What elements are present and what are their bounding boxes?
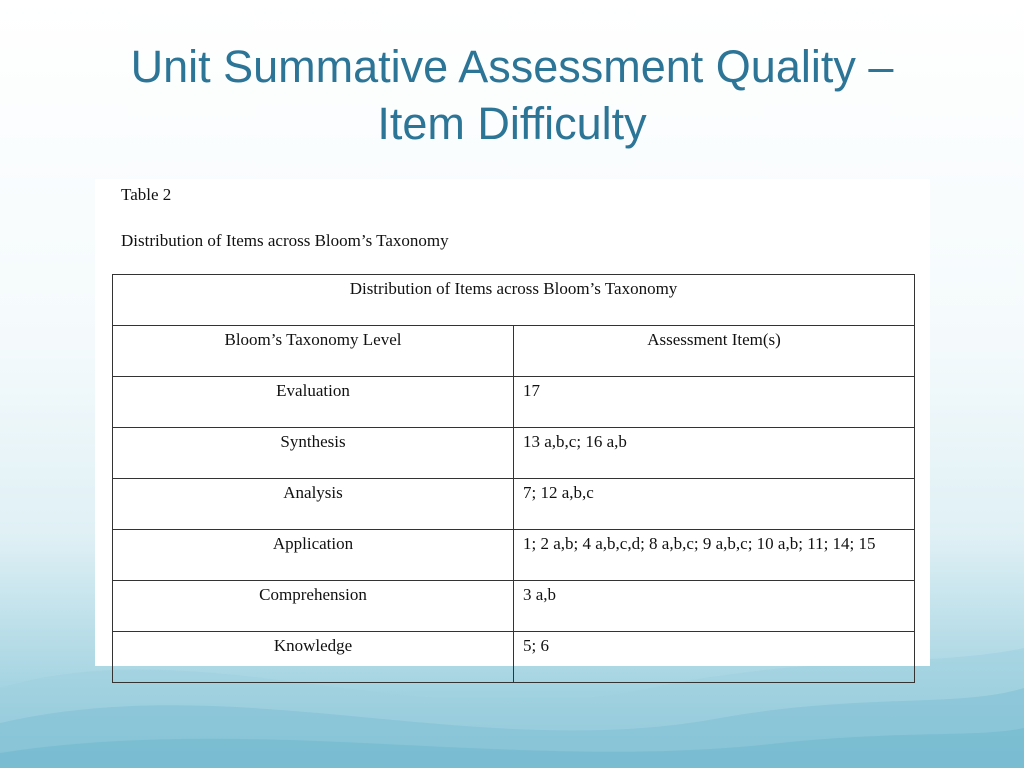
bloom-taxonomy-table <box>112 274 915 683</box>
column-header-items: Assessment Item(s) <box>514 326 915 377</box>
slide-title <box>0 38 1024 152</box>
items-cell: 1; 2 a,b; 4 a,b,c,d; 8 a,b,c; 9 a,b,c; 10 a,b; 11; 14; 15 <box>514 530 915 581</box>
level-cell: Analysis <box>113 479 514 530</box>
items-cell: 17 <box>514 377 915 428</box>
table-header-row <box>113 326 915 377</box>
level-cell: Comprehension <box>113 581 514 632</box>
level-cell: Application <box>113 530 514 581</box>
items-cell: 7; 12 a,b,c <box>514 479 915 530</box>
document-image <box>95 179 930 666</box>
level-cell: Knowledge <box>113 632 514 683</box>
table-row <box>113 377 915 428</box>
slide-title-line-1: Unit Summative Assessment Quality – <box>130 41 894 92</box>
table-row <box>113 581 915 632</box>
level-cell: Evaluation <box>113 377 514 428</box>
items-cell: 13 a,b,c; 16 a,b <box>514 428 915 479</box>
items-cell: 3 a,b <box>514 581 915 632</box>
table-label: Table 2 <box>121 185 172 204</box>
table-title: Distribution of Items across Bloom’s Taxonomy <box>113 275 915 326</box>
items-cell: 5; 6 <box>514 632 915 683</box>
slide-title-line-2: Item Difficulty <box>377 98 647 149</box>
table-row <box>113 632 915 683</box>
column-header-level: Bloom’s Taxonomy Level <box>113 326 514 377</box>
table-caption: Distribution of Items across Bloom’s Taxonomy <box>121 231 449 250</box>
table-row <box>113 530 915 581</box>
table-row <box>113 428 915 479</box>
table-row <box>113 479 915 530</box>
level-cell: Synthesis <box>113 428 514 479</box>
table-title-row <box>113 275 915 326</box>
